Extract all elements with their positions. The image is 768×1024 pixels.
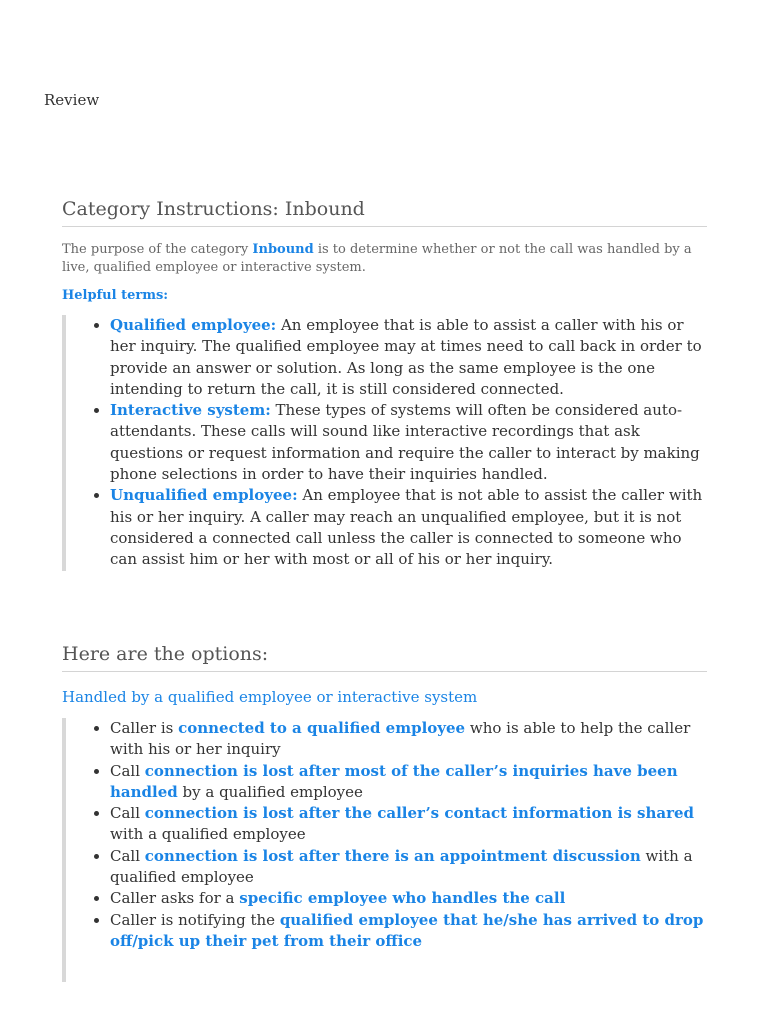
term-item bbox=[110, 400, 707, 485]
option-text: with a qualified employee bbox=[110, 825, 306, 844]
term-item bbox=[110, 315, 707, 400]
option-text: Caller is notifying the bbox=[110, 910, 280, 929]
category-instructions-section bbox=[62, 198, 707, 571]
option-title: Handled by a qualified employee or interactive system bbox=[62, 688, 478, 706]
option-highlight: specific employee who handles the call bbox=[239, 889, 566, 908]
term-name: Interactive system: bbox=[110, 401, 271, 420]
option-item bbox=[110, 910, 707, 953]
term-item bbox=[110, 485, 707, 570]
intro-inbound-highlight: Inbound bbox=[252, 242, 314, 257]
options-section bbox=[62, 643, 707, 982]
term-name: Unqualified employee: bbox=[110, 486, 298, 505]
option-highlight: connection is lost after there is an appointment discussion bbox=[144, 846, 641, 865]
term-name: Qualified employee: bbox=[110, 316, 277, 334]
option-item bbox=[110, 761, 707, 804]
helpful-terms-block bbox=[62, 315, 707, 571]
term-definition: An employee that is not able to assist the caller with his or her inquiry. A caller may reach an unqualified employee, but it is not considered a connected call unless the caller is connected to someone who can assist him or her with most or all of his or her inquiry. bbox=[110, 486, 703, 569]
category-intro bbox=[62, 241, 707, 277]
term-definition: An employee that is able to assist a caller with his or her inquiry. The qualified employee may at times need to call back in order to provide an answer or solution. As long as the same employee is the one intending to return the call, it is still considered connected. bbox=[110, 316, 702, 398]
option-highlight: connection is lost after the caller’s contact information is shared bbox=[144, 804, 695, 823]
options-title: Here are the options: bbox=[62, 643, 707, 672]
intro-text-before: The purpose of the category bbox=[62, 242, 253, 257]
option-item bbox=[110, 803, 707, 846]
option-text: by a qualified employee bbox=[177, 782, 363, 801]
option-text: Call bbox=[110, 846, 145, 865]
helpful-terms-label: Helpful terms: bbox=[62, 288, 169, 303]
intro-text-after: is to determine whether or not the call was handled by a live, qualified employee or interactive system. bbox=[62, 242, 692, 275]
option-item bbox=[110, 846, 707, 889]
option-highlight: connected to a qualified employee bbox=[178, 719, 466, 737]
option-text: with a qualified employee bbox=[110, 846, 693, 887]
term-definition: These types of systems will often be considered auto-attendants. These calls will sound like interactive recordings that ask questions or request information and require the caller to interact by making phone selections in order to have their inquiries handled. bbox=[110, 401, 700, 484]
category-title: Category Instructions: Inbound bbox=[62, 198, 707, 227]
option-text: Call bbox=[110, 761, 145, 780]
option-text: Caller is bbox=[110, 719, 179, 737]
option-highlight: connection is lost after most of the caller’s inquiries have been handled bbox=[110, 761, 678, 801]
options-list bbox=[66, 718, 707, 952]
review-label: Review bbox=[44, 91, 100, 109]
option-item bbox=[110, 888, 707, 909]
options-block bbox=[62, 718, 707, 982]
option-item bbox=[110, 718, 707, 761]
option-highlight: qualified employee that he/she has arrived to drop off/pick up their pet from their office bbox=[110, 910, 704, 950]
helpful-terms-list bbox=[66, 315, 707, 571]
option-text: Caller asks for a bbox=[110, 889, 240, 908]
option-text: who is able to help the caller with his or her inquiry bbox=[110, 719, 691, 759]
option-text: Call bbox=[110, 804, 145, 823]
